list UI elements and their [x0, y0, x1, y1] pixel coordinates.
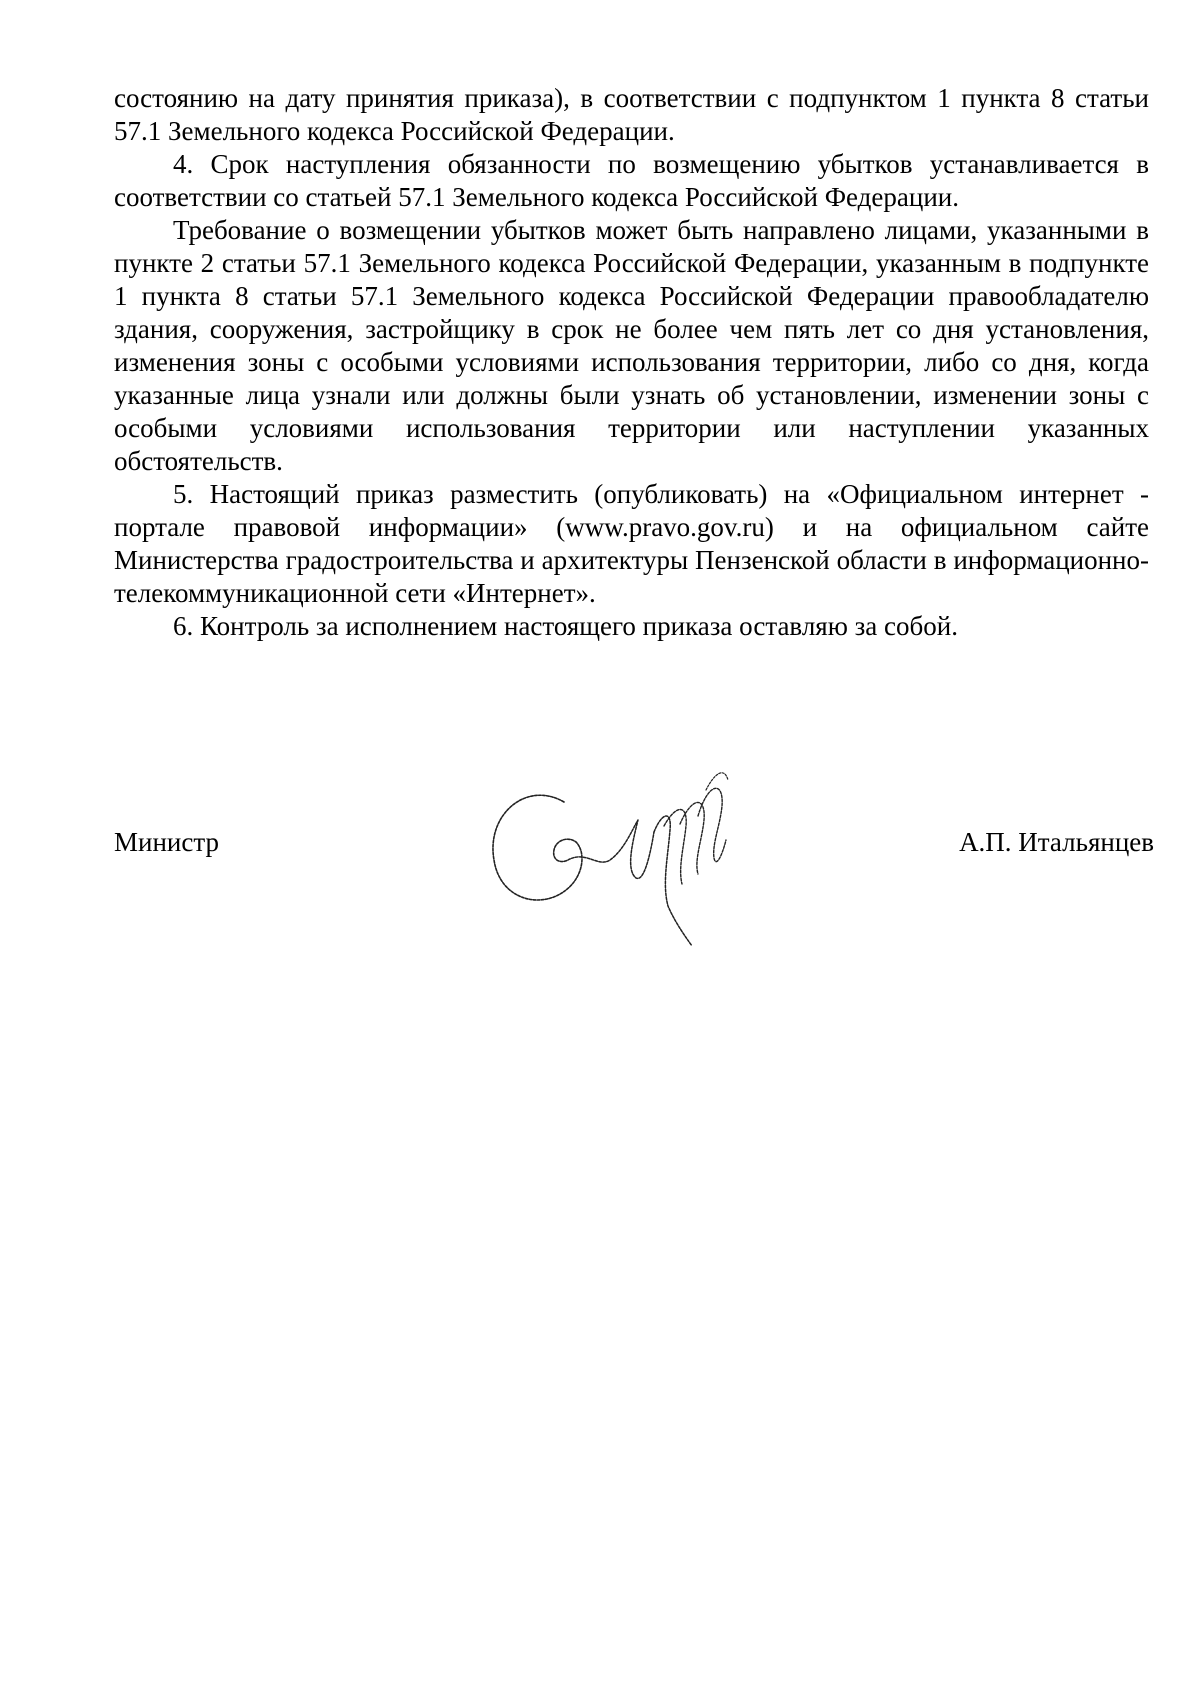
paragraph-item-6: 6. Контроль за исполнением настоящего приказа оставляю за собой.: [173, 611, 958, 641]
paragraph-item-5: 5. Настоящий приказ разместить (опубликовать) на «Официальном интернет - портале правовой информации» (www.pravo.gov.ru) и на официальном сайте Министерства градостроительства и архитектуры Пензенской области в информационно-телекоммуникационной сети «Интернет».: [114, 479, 1149, 608]
handwritten-signature-icon: [486, 760, 756, 950]
signer-position: Министр: [114, 827, 219, 857]
paragraph-continuation: состоянию на дату принятия приказа), в соответствии с подпунктом 1 пункта 8 статьи 57.1 Земельного кодекса Российской Федерации.: [114, 83, 1149, 146]
signer-name: А.П. Итальянцев: [959, 827, 1154, 857]
document-body: [114, 82, 1149, 643]
paragraph-claim-requirement: Требование о возмещении убытков может быть направлено лицами, указанными в пункте 2 статьи 57.1 Земельного кодекса Российской Федерации, указанным в подпункте 1 пункта 8 статьи 57.1 Земельного кодекса Российской Федерации правообладателю здания, сооружения, застройщику в срок не более чем пять лет со дня установления, изменения зоны с особыми условиями использования территории, либо со дня, когда указанные лица узнали или должны были узнать об установлении, изменении зоны с особыми условиями использования территории или наступлении указанных обстоятельств.: [114, 215, 1149, 476]
paragraph-item-4: 4. Срок наступления обязанности по возмещению убытков устанавливается в соответствии со статьей 57.1 Земельного кодекса Российской Федерации.: [114, 149, 1149, 212]
